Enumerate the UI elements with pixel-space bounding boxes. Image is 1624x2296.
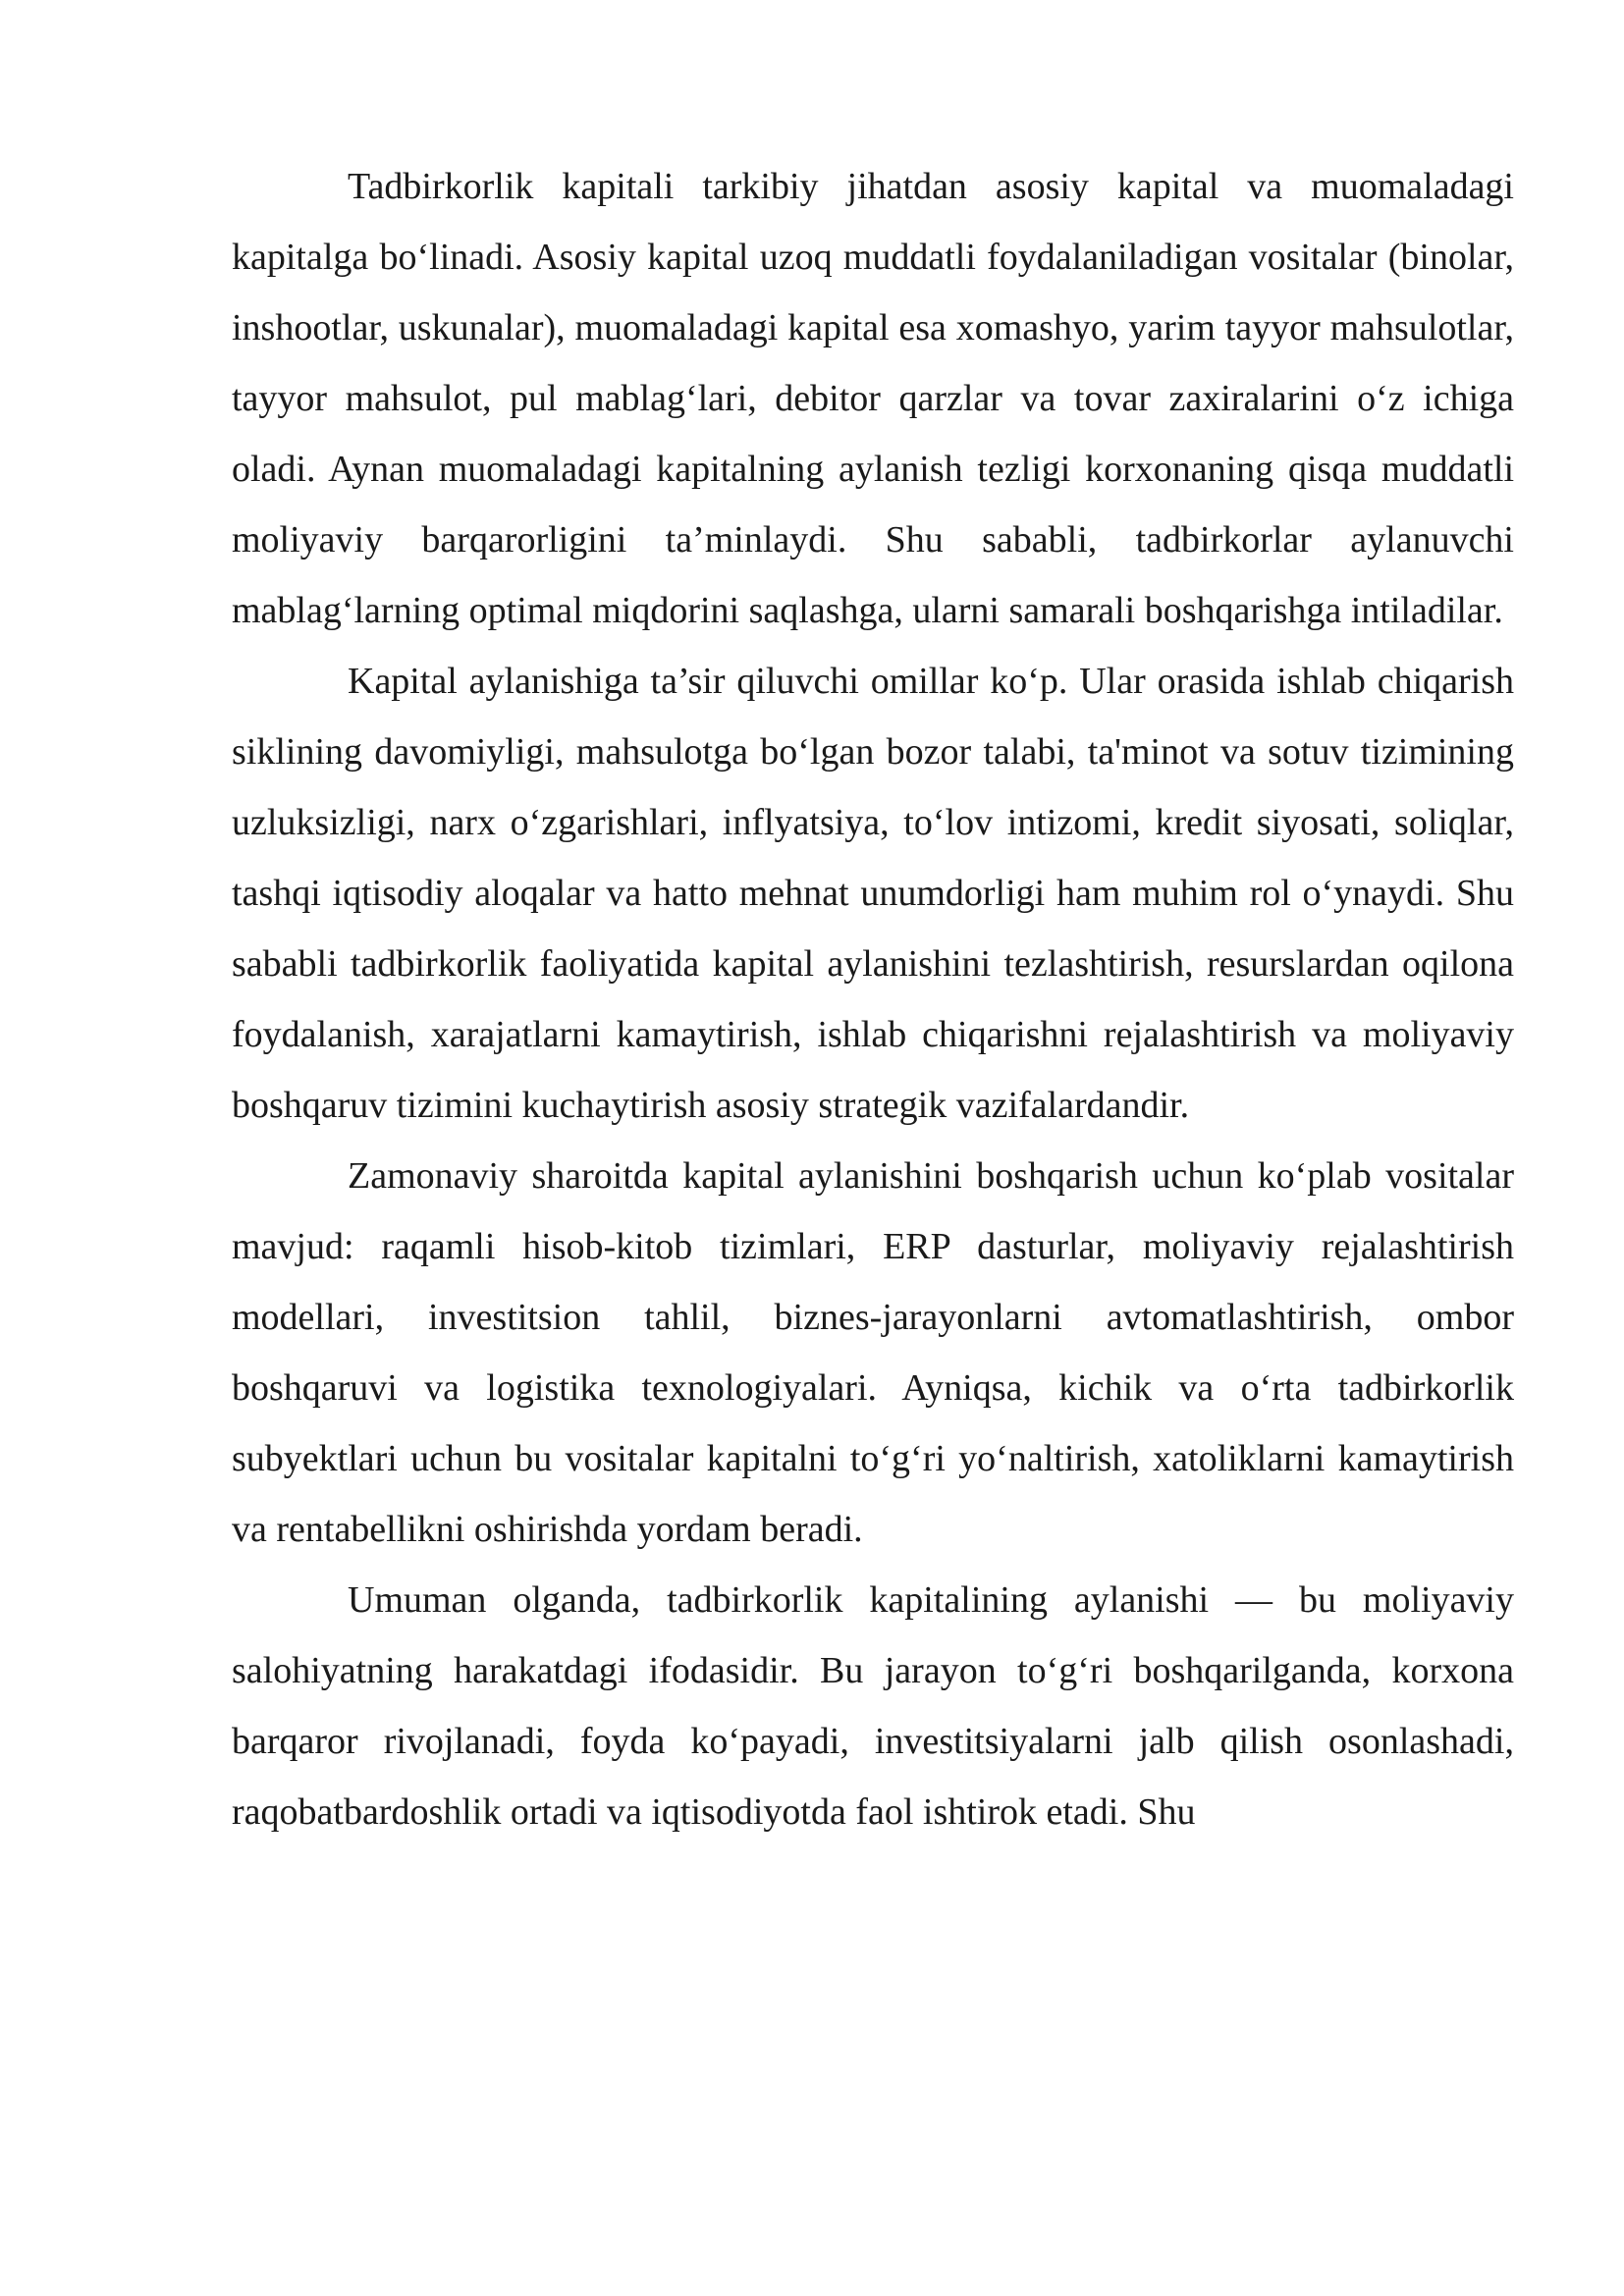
paragraph-4: Umuman olganda, tadbirkorlik kapitalining aylanishi — bu moliyaviy salohiyatning harakatdagi ifodasidir. Bu jarayon to‘g‘ri boshqarilganda, korxona barqaror rivojlanadi, foyda ko‘payadi, investitsiyalarni jalb qilish osonlashadi, raqobatbardoshlik ortadi va iqtisodiyotda faol ishtirok etadi. Shu xyxy=(232,1579,1514,1833)
paragraph-1: Tadbirkorlik kapitali tarkibiy jihatdan asosiy kapital va muomaladagi kapitalga bo‘linadi. Asosiy kapital uzoq muddatli foydalaniladigan vositalar (binolar, inshootlar, uskunalar), muomaladagi kapital esa xomashyo, yarim tayyor mahsulotlar, tayyor mahsulot, pul mablag‘lari, debitor qarzlar va tovar zaxiralarini o‘z ichiga oladi. Aynan muomaladagi kapitalning aylanish tezligi korxonaning qisqa muddatli moliyaviy barqarorligini ta’minlaydi. Shu sababli, tadbirkorlar aylanuvchi mablag‘larning optimal miqdorini saqlashga, ularni samarali boshqarishga intiladilar. xyxy=(232,166,1514,631)
paragraph-2: Kapital aylanishiga ta’sir qiluvchi omillar ko‘p. Ular orasida ishlab chiqarish siklining davomiyligi, mahsulotga bo‘lgan bozor talabi, ta'minot va sotuv tizimining uzluksizligi, narx o‘zgarishlari, inflyatsiya, to‘lov intizomi, kredit siyosati, soliqlar, tashqi iqtisodiy aloqalar va hatto mehnat unumdorligi ham muhim rol o‘ynaydi. Shu sababli tadbirkorlik faoliyatida kapital aylanishini tezlashtirish, resurslardan oqilona foydalanish, xarajatlarni kamaytirish, ishlab chiqarishni rejalashtirish va moliyaviy boshqaruv tizimini kuchaytirish asosiy strategik vazifalardandir. xyxy=(232,661,1514,1126)
paragraph-3: Zamonaviy sharoitda kapital aylanishini boshqarish uchun ko‘plab vositalar mavjud: raqamli hisob-kitob tizimlari, ERP dasturlar, moliyaviy rejalashtirish modellari, investitsion tahlil, biznes-jarayonlarni avtomatlashtirish, ombor boshqaruvi va logistika texnologiyalari. Ayniqsa, kichik va o‘rta tadbirkorlik subyektlari uchun bu vositalar kapitalni to‘g‘ri yo‘naltirish, xatoliklarni kamaytirish va rentabellikni oshirishda yordam beradi. xyxy=(232,1155,1514,1550)
document-body xyxy=(232,151,1514,1847)
